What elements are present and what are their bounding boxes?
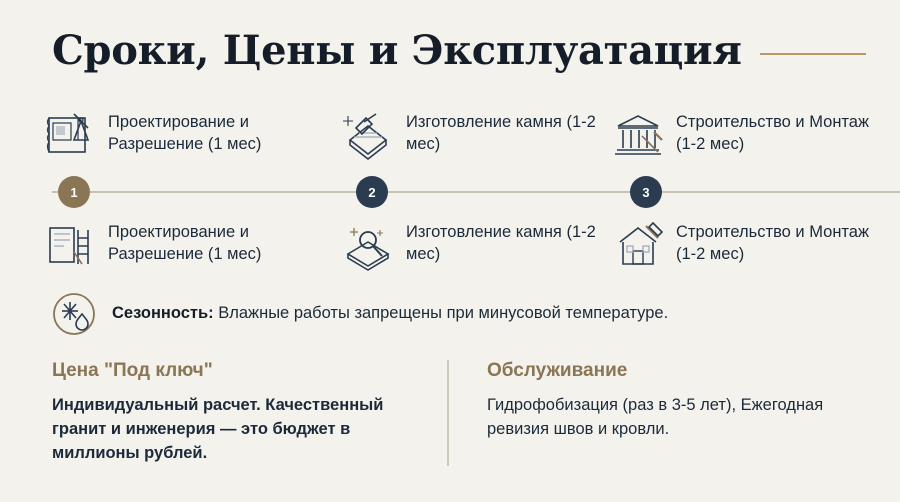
stone-polish-icon [342, 220, 394, 272]
house-hammer-icon [612, 220, 664, 272]
snowflake-drop-icon [52, 292, 96, 336]
stage-bottom-1 [44, 218, 304, 272]
stage-top-2-label: Изготовление камня (1-2 мес) [406, 113, 596, 154]
season-note-body: Влажные работы запрещены при минусовой температуре. [213, 304, 669, 323]
classical-building-icon [612, 110, 664, 162]
stage-top-2 [342, 108, 602, 162]
timeline-marker-2: 2 [356, 176, 388, 208]
stage-bottom-3-label: Строительство и Монтаж (1-2 мес) [676, 223, 870, 264]
title-divider [760, 53, 866, 55]
season-note-label: Сезонность: [112, 304, 214, 323]
stage-bottom-1-label: Проектирование и Разрешение (1 мес) [108, 223, 262, 264]
timeline [0, 100, 900, 290]
timeline-marker-1: 1 [58, 176, 90, 208]
season-note [52, 292, 872, 336]
column-service-heading: Обслуживание [487, 360, 628, 381]
blueprint-icon [44, 110, 96, 162]
column-price-text: Индивидуальный расчет. Качественный гранит и инженерия — это бюджет в миллионы рублей. [52, 396, 384, 462]
column-price [52, 360, 417, 466]
column-service-text: Гидрофобизация (раз в 3-5 лет), Ежегодная ревизия швов и кровли. [487, 396, 824, 438]
stage-top-1-label: Проектирование и Разрешение (1 мес) [108, 113, 262, 154]
page-title: Сроки, Цены и Эксплуатация [52, 27, 742, 74]
stage-bottom-2-label: Изготовление камня (1-2 мес) [406, 223, 596, 264]
drafting-ladder-icon [44, 220, 96, 272]
bottom-columns [52, 360, 852, 466]
stage-top-1 [44, 108, 304, 162]
timeline-axis [52, 191, 900, 193]
column-service [447, 360, 852, 466]
timeline-marker-3: 3 [630, 176, 662, 208]
stage-top-3 [612, 108, 872, 162]
stage-top-3-label: Строительство и Монтаж (1-2 мес) [676, 113, 870, 154]
stage-bottom-3 [612, 218, 872, 272]
title-row [52, 27, 866, 74]
stage-bottom-2 [342, 218, 602, 272]
column-price-heading: Цена "Под ключ" [52, 360, 213, 381]
season-note-text [112, 303, 668, 324]
stone-trowel-icon [342, 110, 394, 162]
